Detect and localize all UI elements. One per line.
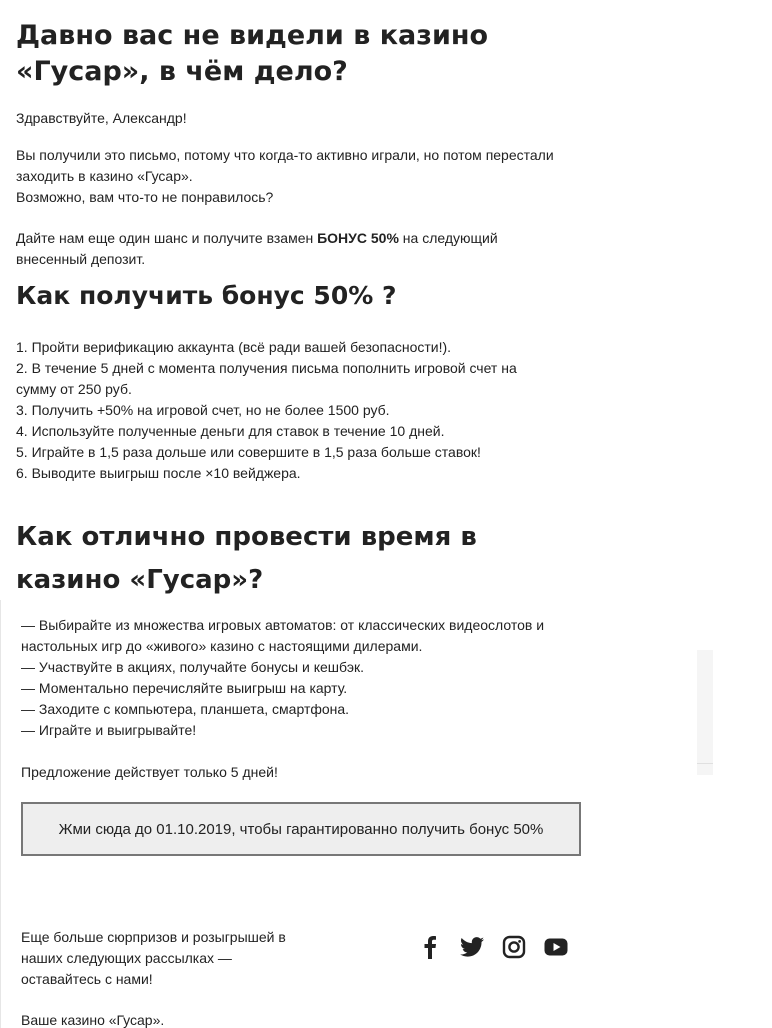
- social-links: [416, 933, 584, 961]
- time-heading-block: [16, 516, 566, 602]
- left-divider: [0, 600, 1, 1028]
- cta-label: Жми сюда до 01.10.2019, чтобы гарантированно получить бонус 50%: [58, 820, 544, 838]
- title-block: [16, 0, 576, 90]
- perk-2: — Участвуйте в акциях, получайте бонусы и кешбэк.: [21, 659, 365, 675]
- greeting: Здравствуйте, Александр!: [16, 110, 187, 126]
- bonus-heading: Как получить бонус 50% ?: [16, 281, 397, 310]
- perk-3: — Моментально перечисляйте выигрыш на карту.: [21, 680, 348, 696]
- intro-line-2: заходить в казино «Гусар».: [16, 168, 193, 184]
- offer-block: [16, 228, 576, 270]
- step-6: 6. Выводите выигрыш после ×10 вейджера.: [16, 465, 301, 481]
- offer-text-before: Дайте нам еще один шанс и получите взамен: [16, 230, 318, 246]
- perk-1: — Выбирайте из множества игровых автоматов: от классических видеослотов и настольных игр до «живого» казино с настоящими дилерами.: [21, 617, 545, 654]
- intro-block: [16, 145, 576, 208]
- intro-line-3: Возможно, вам что-то не понравилось?: [16, 189, 274, 205]
- cta-button[interactable]: [21, 802, 581, 856]
- perk-5: — Играйте и выигрывайте!: [21, 722, 197, 738]
- signature-block: [21, 1010, 311, 1028]
- perk-4: — Заходите с компьютера, планшета, смартфона.: [21, 701, 350, 717]
- youtube-icon[interactable]: [542, 933, 570, 961]
- time-heading: Как отлично провести время в казино «Гусар»?: [16, 522, 477, 595]
- deadline-text: Предложение действует только 5 дней!: [21, 764, 278, 780]
- step-5: 5. Играйте в 1,5 раза дольше или совершите в 1,5 раза больше ставок!: [16, 444, 481, 460]
- scrollbar-mark: [697, 763, 713, 764]
- steps-list: [16, 337, 546, 484]
- email-title: Давно вас не видели в казино «Гусар», в чём дело?: [16, 20, 489, 87]
- step-3: 3. Получить +50% на игровой счет, но не более 1500 руб.: [16, 402, 390, 418]
- scrollbar-thumb[interactable]: [697, 650, 713, 775]
- twitter-icon[interactable]: [458, 933, 486, 961]
- perks-list: [21, 615, 561, 741]
- offer-text-after: на следующий внесенный депозит.: [16, 230, 498, 267]
- instagram-icon[interactable]: [500, 933, 528, 961]
- intro-line-1: Вы получили это письмо, потому что когда-то активно играли, но потом перестали: [16, 147, 554, 163]
- step-2: 2. В течение 5 дней с момента получения письма пополнить игровой счет на сумму от 250 руб.: [16, 360, 517, 397]
- greeting-block: [16, 108, 576, 129]
- signature: Ваше казино «Гусар».: [21, 1012, 165, 1028]
- footer-text: Еще больше сюрпризов и розыгрышей в наших следующих рассылках — оставайтесь с нами!: [21, 929, 286, 987]
- offer-bonus: БОНУС 50%: [317, 230, 399, 246]
- deadline-block: [21, 762, 581, 783]
- step-4: 4. Используйте полученные деньги для ставок в течение 10 дней.: [16, 423, 445, 439]
- step-1: 1. Пройти верификацию аккаунта (всё ради вашей безопасности!).: [16, 339, 452, 355]
- offer-text: [16, 228, 516, 270]
- bonus-heading-block: [16, 281, 576, 311]
- facebook-icon[interactable]: [416, 933, 444, 961]
- footer-block: [21, 927, 311, 990]
